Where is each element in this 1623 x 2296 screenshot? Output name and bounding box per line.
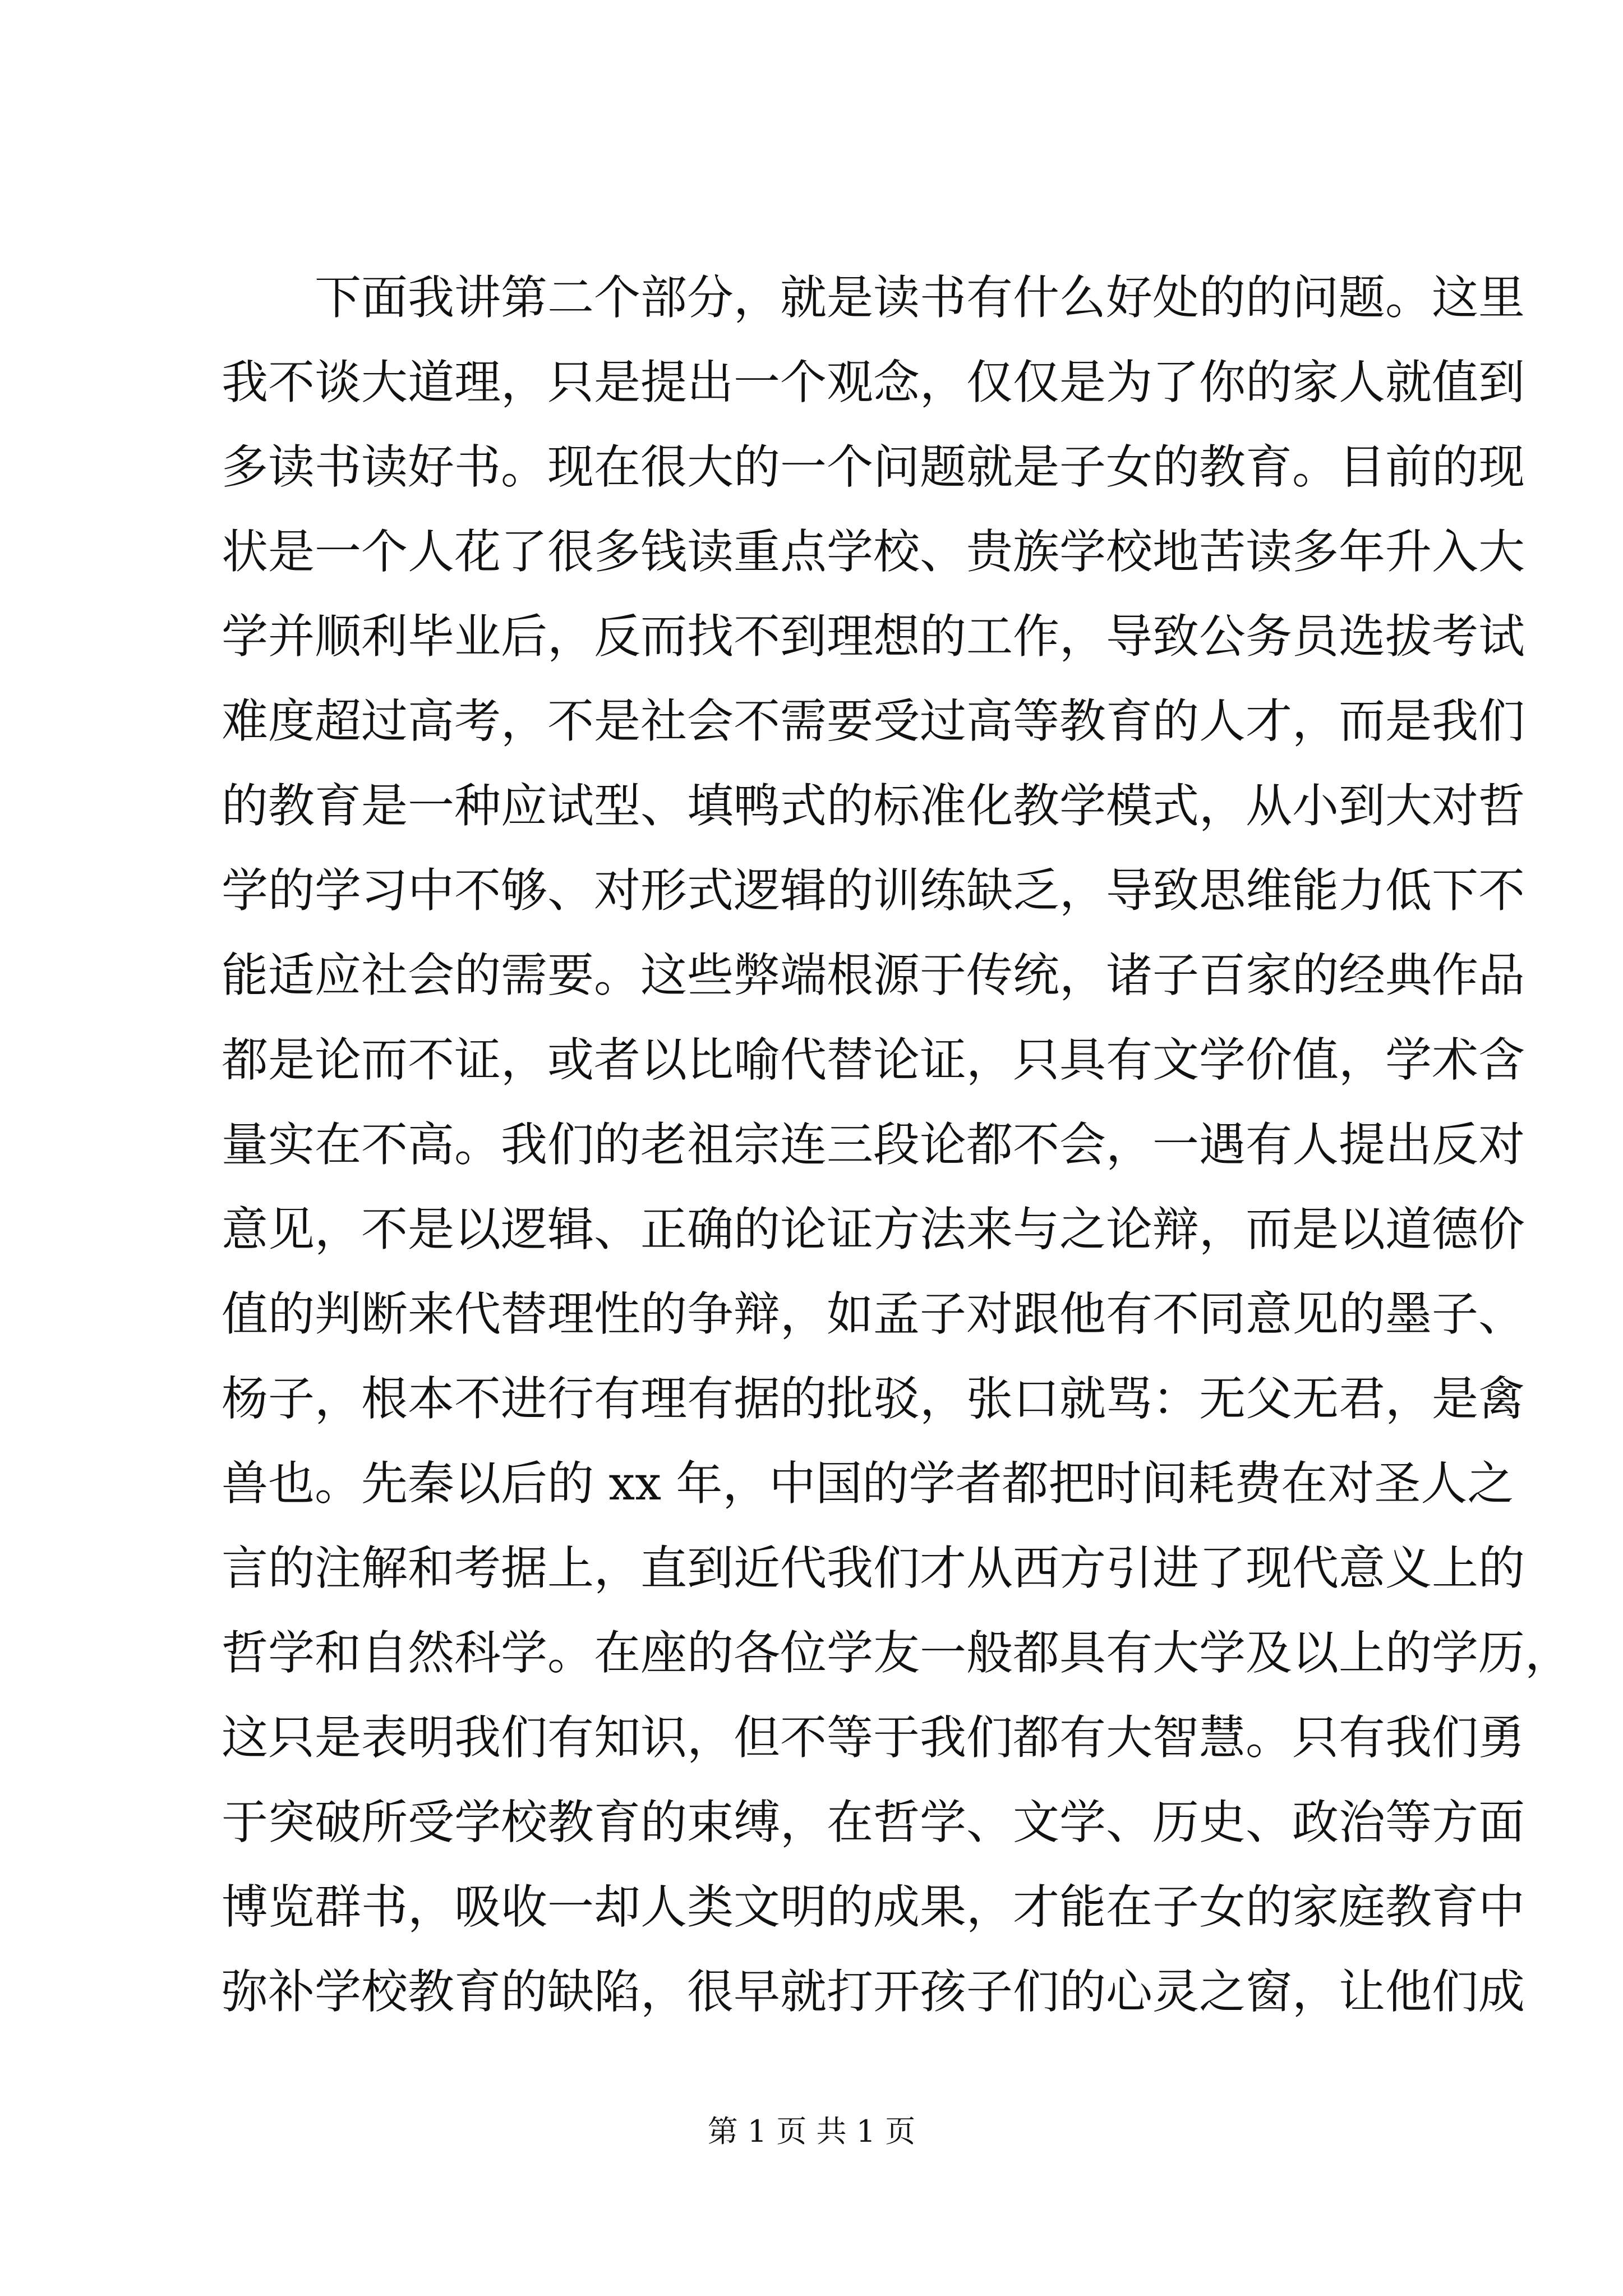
text-line: 我不谈大道理，只是提出一个观念，仅仅是为了你的家人就值到	[222, 355, 1525, 409]
text-line: 弥补学校教育的缺陷，很早就打开孩子们的心灵之窗，让他们成	[222, 1964, 1525, 2019]
text-line: 杨子，根本不进行有理有据的批驳，张口就骂：无父无君，是禽	[222, 1372, 1525, 1426]
text-line: 状是一个人花了很多钱读重点学校、贵族学校地苦读多年升入大	[222, 524, 1525, 579]
text-line: 言的注解和考据上，直到近代我们才从西方引进了现代意义上的	[222, 1541, 1525, 1595]
text-line: 哲学和自然科学。在座的各位学友一般都具有大学及以上的学历，	[222, 1626, 1571, 1680]
text-line: 于突破所受学校教育的束缚，在哲学、文学、历史、政治等方面	[222, 1795, 1525, 1849]
text-line: 的教育是一种应试型、填鸭式的标准化教学模式，从小到大对哲	[222, 779, 1525, 833]
text-line: 量实在不高。我们的老祖宗连三段论都不会，一遇有人提出反对	[222, 1117, 1525, 1172]
page-footer: 第 1 页 共 1 页	[707, 2114, 916, 2149]
text-line: 兽也。先秦以后的 xx 年，中国的学者都把时间耗费在对圣人之	[222, 1456, 1514, 1511]
text-line: 难度超过高考，不是社会不需要受过高等教育的人才，而是我们	[222, 694, 1525, 748]
text-line: 这只是表明我们有知识，但不等于我们都有大智慧。只有我们勇	[222, 1710, 1525, 1765]
body-text	[222, 255, 1571, 2034]
text-line: 能适应社会的需要。这些弊端根源于传统，诸子百家的经典作品	[222, 948, 1525, 1002]
text-line: 下面我讲第二个部分，就是读书有什么好处的的问题。这里	[222, 270, 1525, 325]
text-line: 多读书读好书。现在很大的一个问题就是子女的教育。目前的现	[222, 440, 1525, 494]
text-line: 学的学习中不够、对形式逻辑的训练缺乏，导致思维能力低下不	[222, 863, 1525, 918]
text-line: 学并顺利毕业后，反而找不到理想的工作，导致公务员选拔考试	[222, 609, 1525, 664]
text-line: 博览群书，吸收一却人类文明的成果，才能在子女的家庭教育中	[222, 1880, 1525, 1934]
text-line: 意见，不是以逻辑、正确的论证方法来与之论辩，而是以道德价	[222, 1202, 1525, 1257]
text-line: 值的判断来代替理性的争辩，如孟子对跟他有不同意见的墨子、	[222, 1287, 1525, 1341]
text-line: 都是论而不证，或者以比喻代替论证，只具有文学价值，学术含	[222, 1033, 1525, 1087]
